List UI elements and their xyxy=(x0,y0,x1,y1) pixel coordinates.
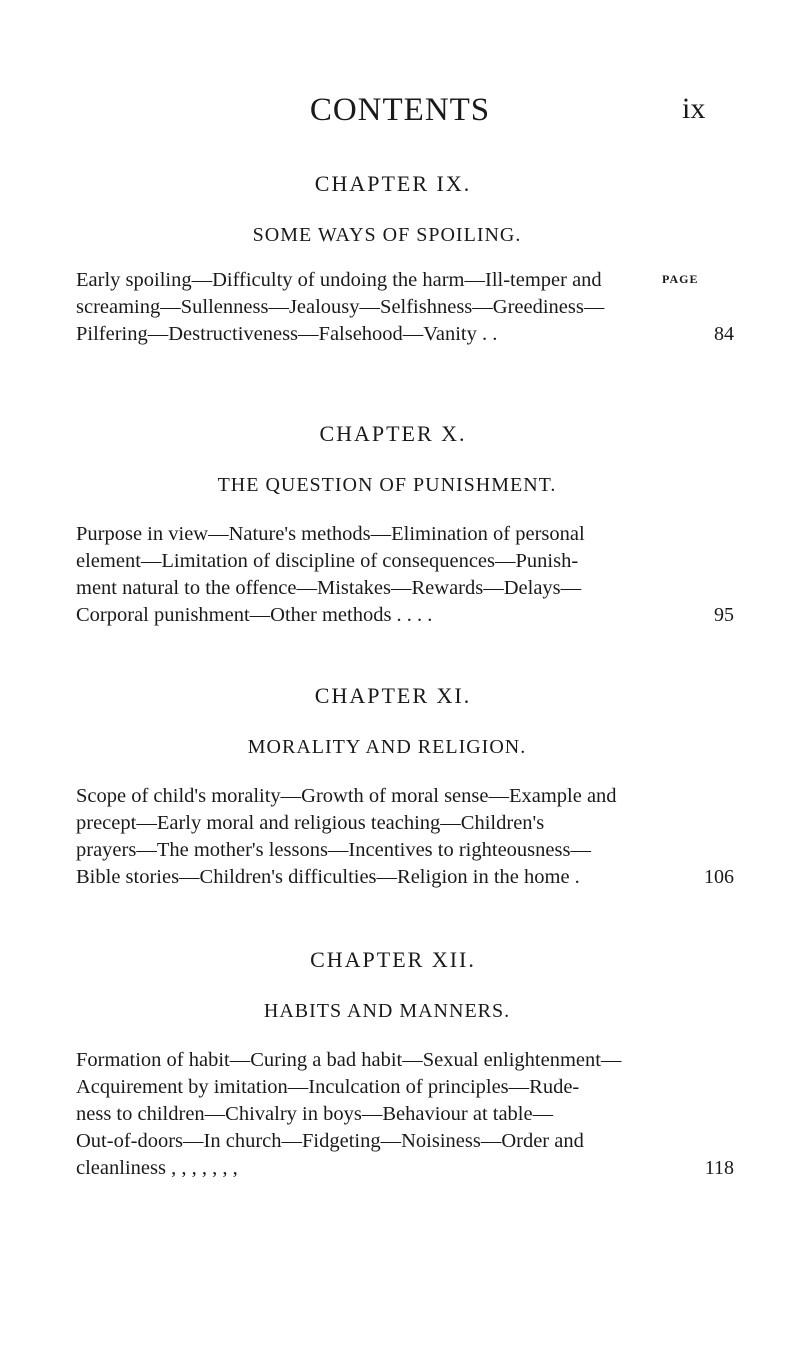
chapter-title: HABITS AND MANNERS. xyxy=(263,1000,511,1022)
summary-line: Bible stories—Children's difficulties—Religion in the home . xyxy=(76,866,580,888)
summary-line: Acquirement by imitation—Inculcation of principles—Rude- xyxy=(76,1076,580,1098)
chapter-title: SOME WAYS OF SPOILING. xyxy=(252,224,522,246)
chapter-number: CHAPTER X. xyxy=(319,421,467,446)
page-folio: ix xyxy=(682,92,706,125)
chapter-xi xyxy=(76,683,734,891)
summary-line: screaming—Sullenness—Jealousy—Selfishness—Greediness— xyxy=(76,296,605,318)
page-number: 106 xyxy=(704,866,734,888)
chapter-summary xyxy=(76,1047,734,1182)
chapter-number: CHAPTER IX. xyxy=(314,171,472,196)
page-number: 118 xyxy=(704,1157,734,1179)
chapter-ix xyxy=(76,171,734,348)
summary-line: precept—Early moral and religious teaching—Children's xyxy=(76,812,545,834)
chapter-number: CHAPTER XI. xyxy=(314,683,472,708)
page-title: CONTENTS xyxy=(309,92,491,128)
page-number: 84 xyxy=(714,323,734,345)
chapter-title: MORALITY AND RELIGION. xyxy=(247,736,527,758)
chapter-xii xyxy=(76,947,734,1182)
summary-line: Scope of child's morality—Growth of moral sense—Example and xyxy=(76,785,617,807)
summary-line: ment natural to the offence—Mistakes—Rewards—Delays— xyxy=(76,577,582,599)
chapter-title: THE QUESTION OF PUNISHMENT. xyxy=(217,474,557,496)
summary-line: Formation of habit—Curing a bad habit—Sexual enlightenment— xyxy=(76,1049,622,1071)
chapter-summary xyxy=(76,783,734,891)
summary-line: prayers—The mother's lessons—Incentives to righteousness— xyxy=(76,839,591,861)
summary-line: Early spoiling—Difficulty of undoing the harm—Ill-temper and xyxy=(76,269,602,291)
chapter-summary xyxy=(76,267,734,348)
running-head xyxy=(0,92,800,132)
summary-line: Purpose in view—Nature's methods—Elimination of personal xyxy=(76,523,585,545)
page-column-label: PAGE xyxy=(662,272,699,286)
summary-line: Out-of-doors—In church—Fidgeting—Noisiness—Order and xyxy=(76,1130,584,1152)
chapter-x xyxy=(76,421,734,629)
summary-line: cleanliness , , , , , , , xyxy=(76,1157,238,1179)
page-number: 95 xyxy=(714,604,734,626)
chapter-summary xyxy=(76,521,734,629)
summary-line: Pilfering—Destructiveness—Falsehood—Vanity . . xyxy=(76,323,498,345)
chapter-number: CHAPTER XII. xyxy=(310,947,476,972)
summary-line: ness to children—Chivalry in boys—Behaviour at table— xyxy=(76,1103,554,1125)
summary-line: element—Limitation of discipline of consequences—Punish- xyxy=(76,550,579,572)
summary-line: Corporal punishment—Other methods . . . . xyxy=(76,604,433,626)
